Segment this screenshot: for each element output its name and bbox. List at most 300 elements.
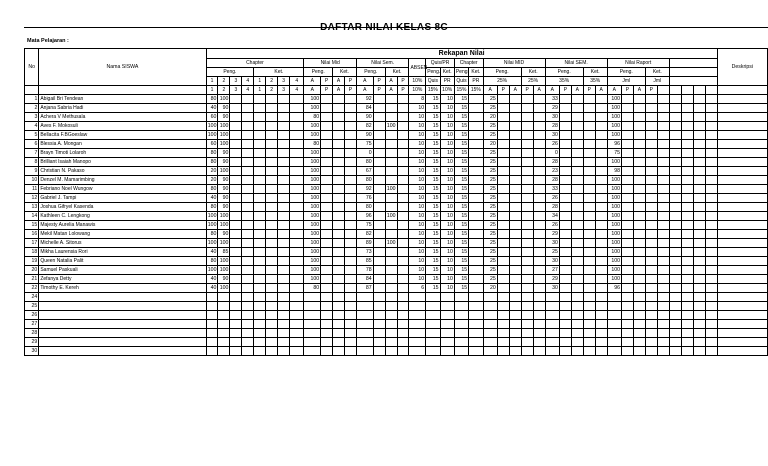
mid-empty: [333, 122, 345, 131]
raport-empty: [693, 266, 705, 275]
empty-cell: [497, 293, 509, 302]
sem-35: 28: [545, 158, 559, 167]
empty-cell: [385, 320, 397, 329]
sem-35: 30: [545, 284, 559, 293]
raport-empty: [681, 284, 693, 293]
sub-2d: 2: [266, 86, 278, 95]
chapter-1: 40: [206, 194, 218, 203]
sub-pr: PR: [440, 77, 454, 86]
mid-empty: [497, 122, 509, 131]
sem-35: 28: [545, 203, 559, 212]
mid-empty: [345, 167, 357, 176]
empty-cell: [345, 311, 357, 320]
chapter-empty: [230, 95, 242, 104]
empty-cell: [559, 347, 571, 356]
chapter-empty: [254, 113, 266, 122]
mid-empty: [509, 176, 521, 185]
chapter-empty: [469, 257, 483, 266]
chapter-pct: 15: [454, 248, 468, 257]
chapter-empty: [469, 275, 483, 284]
empty-cell: [583, 293, 595, 302]
mid-empty: [521, 104, 533, 113]
empty-cell: [545, 338, 559, 347]
absen: 10: [409, 221, 426, 230]
mid-empty: [321, 266, 333, 275]
sem-empty: [559, 95, 571, 104]
raport-empty: [633, 149, 645, 158]
chapter-empty: [242, 257, 254, 266]
chapter-pct: 15: [454, 122, 468, 131]
row-number: 18: [25, 248, 39, 257]
row-number: 30: [25, 347, 39, 356]
chapter-2: 90: [218, 275, 230, 284]
chapter-1: 80: [206, 203, 218, 212]
sub-pct35: 35%: [545, 77, 583, 86]
empty-cell: [621, 320, 633, 329]
raport-empty: [669, 113, 681, 122]
raport-empty: [705, 113, 717, 122]
empty-cell: [242, 338, 254, 347]
mid-empty: [321, 176, 333, 185]
mid-empty: [521, 266, 533, 275]
empty-cell: [426, 293, 440, 302]
empty-cell: [483, 311, 497, 320]
sem-empty: [559, 266, 571, 275]
chapter-empty: [230, 104, 242, 113]
empty-cell: [705, 293, 717, 302]
sem-empty: [397, 149, 409, 158]
empty-cell: [278, 329, 290, 338]
empty-cell: [426, 338, 440, 347]
raport: 100: [607, 203, 621, 212]
mid-empty: [333, 248, 345, 257]
chapter-empty: [242, 158, 254, 167]
sem-35: 0: [545, 149, 559, 158]
chapter-empty: [254, 95, 266, 104]
header-spacer-2: [669, 68, 717, 77]
raport-empty: [621, 104, 633, 113]
empty-cell: [266, 320, 278, 329]
chapter-empty: [278, 158, 290, 167]
empty-cell: [645, 293, 657, 302]
student-name: Bellacita F.BGoeslaw: [39, 131, 206, 140]
sem-empty: [559, 158, 571, 167]
empty-cell: [333, 347, 345, 356]
chapter-empty: [254, 275, 266, 284]
empty-cell: [669, 293, 681, 302]
raport-empty: [645, 266, 657, 275]
raport-empty: [621, 257, 633, 266]
sem-ket: [385, 158, 397, 167]
chapter-empty: [290, 194, 304, 203]
raport-empty: [681, 113, 693, 122]
mid-25: 20: [483, 113, 497, 122]
chapter-empty: [230, 140, 242, 149]
table-row: [25, 311, 768, 320]
empty-cell: [681, 329, 693, 338]
chapter-empty: [266, 266, 278, 275]
deskripsi: [717, 95, 767, 104]
empty-cell: [571, 311, 583, 320]
sem-35: 25: [545, 248, 559, 257]
sem-a: 80: [356, 203, 373, 212]
empty-cell: [218, 347, 230, 356]
empty-cell: [230, 329, 242, 338]
chapter-empty: [278, 140, 290, 149]
chapter-empty: [230, 257, 242, 266]
empty-cell: [669, 329, 681, 338]
raport-empty: [681, 275, 693, 284]
row-number: 2: [25, 104, 39, 113]
table-row: [25, 266, 768, 275]
raport-empty: [633, 95, 645, 104]
raport-empty: [705, 167, 717, 176]
sem-ket: [385, 95, 397, 104]
empty-cell: [333, 329, 345, 338]
header-nama: Nama SISWA: [39, 49, 206, 86]
chapter-pct: 15: [454, 167, 468, 176]
mid-empty: [533, 257, 545, 266]
empty-cell: [717, 329, 767, 338]
chapter-2: 100: [219, 222, 229, 228]
empty-cell: [373, 338, 385, 347]
sem-p: [373, 248, 385, 257]
empty-cell: [497, 311, 509, 320]
empty-cell: [509, 293, 521, 302]
absen: 10: [409, 176, 426, 185]
sub-3d: 3: [278, 86, 290, 95]
mid-a: 100: [304, 221, 321, 230]
chapter-empty: [242, 203, 254, 212]
sem-empty: [595, 149, 607, 158]
chapter-pct: 15: [454, 239, 468, 248]
chapter-pct: 15: [454, 95, 468, 104]
chapter-empty: [254, 284, 266, 293]
chapter-1: 100: [207, 213, 217, 219]
empty-cell: [559, 338, 571, 347]
empty-cell: [440, 311, 454, 320]
mid-empty: [509, 158, 521, 167]
chapter-empty: [230, 194, 242, 203]
header-nilai-mid: Nilai Mid: [304, 59, 357, 68]
quis: 15: [426, 167, 440, 176]
mid-a: 100: [304, 122, 321, 131]
sem-empty: [595, 221, 607, 230]
sem-35: 30: [545, 113, 559, 122]
chapter-empty: [290, 230, 304, 239]
sem-a: 89: [356, 239, 373, 248]
mid-25: 25: [483, 221, 497, 230]
sem-empty: [583, 131, 595, 140]
header-no: No: [25, 49, 39, 86]
mid-empty: [321, 257, 333, 266]
empty-cell: [39, 320, 206, 329]
empty-cell: [321, 302, 333, 311]
mid-a: 100: [304, 176, 321, 185]
student-name: Anjana Sabria Hadi: [39, 104, 206, 113]
chapter-1: 80: [206, 95, 218, 104]
chapter-empty: [230, 131, 242, 140]
raport-empty: [633, 104, 645, 113]
mid-empty: [333, 149, 345, 158]
mid-empty: [533, 104, 545, 113]
mid-empty: [321, 203, 333, 212]
mid-empty: [345, 230, 357, 239]
raport-empty: [693, 185, 705, 194]
raport-empty: [669, 176, 681, 185]
empty-cell: [426, 320, 440, 329]
chapter-2: 90: [218, 194, 230, 203]
sub-1d: 1: [254, 86, 266, 95]
chapter-empty: [254, 167, 266, 176]
chapter-empty: [254, 257, 266, 266]
quis: 15: [426, 104, 440, 113]
empty-cell: [717, 347, 767, 356]
raport-empty: [669, 230, 681, 239]
mid-a: 100: [304, 104, 321, 113]
sem-empty: [595, 203, 607, 212]
empty-cell: [571, 293, 583, 302]
sem-empty: [595, 167, 607, 176]
mid-empty: [497, 257, 509, 266]
mid-25: 25: [483, 266, 497, 275]
mid-a: 80: [304, 284, 321, 293]
empty-cell: [254, 338, 266, 347]
empty-cell: [705, 320, 717, 329]
empty-cell: [440, 338, 454, 347]
empty-cell: [497, 347, 509, 356]
sub-a: A: [571, 86, 583, 95]
sem-ket: [385, 275, 397, 284]
mid-empty: [333, 104, 345, 113]
deskripsi: [717, 131, 767, 140]
mid-empty: [497, 221, 509, 230]
mid-empty: [333, 266, 345, 275]
chapter-empty: [469, 113, 483, 122]
raport-empty: [657, 158, 669, 167]
chapter-empty: [290, 239, 304, 248]
row-number: 7: [25, 149, 39, 158]
empty-cell: [385, 338, 397, 347]
mid-empty: [345, 239, 357, 248]
empty-cell: [440, 347, 454, 356]
raport: 100: [607, 230, 621, 239]
empty-cell: [583, 338, 595, 347]
chapter-empty: [290, 158, 304, 167]
table-row: [25, 203, 768, 212]
sub-jml: Jml: [607, 77, 645, 86]
empty-cell: [469, 311, 483, 320]
raport-empty: [621, 167, 633, 176]
sem-empty: [559, 230, 571, 239]
raport-empty: [657, 131, 669, 140]
raport-empty: [657, 149, 669, 158]
mid-empty: [509, 149, 521, 158]
chapter-empty: [278, 176, 290, 185]
mid-empty: [333, 194, 345, 203]
empty-cell: [373, 311, 385, 320]
mid-empty: [533, 95, 545, 104]
empty-cell: [469, 347, 483, 356]
chapter-empty: [266, 230, 278, 239]
sem-a: 85: [356, 257, 373, 266]
mid-empty: [533, 248, 545, 257]
sem-empty: [583, 221, 595, 230]
sem-empty: [571, 104, 583, 113]
header-mid2-peng: Peng.: [483, 68, 521, 77]
sem-empty: [559, 104, 571, 113]
empty-cell: [266, 293, 278, 302]
table-row: [25, 185, 768, 194]
quis: 15: [426, 284, 440, 293]
chapter-empty: [278, 167, 290, 176]
empty-cell: [469, 338, 483, 347]
empty-cell: [278, 302, 290, 311]
table-row: [25, 140, 768, 149]
sem-empty: [595, 248, 607, 257]
deskripsi: [717, 104, 767, 113]
raport-empty: [669, 104, 681, 113]
empty-cell: [595, 338, 607, 347]
raport-empty: [645, 104, 657, 113]
empty-cell: [397, 302, 409, 311]
raport-empty: [705, 122, 717, 131]
sem-35: 26: [545, 194, 559, 203]
chapter-empty: [278, 230, 290, 239]
empty-cell: [304, 338, 321, 347]
mid-25: 25: [483, 176, 497, 185]
chapter-empty: [254, 266, 266, 275]
raport: 100: [607, 185, 621, 194]
student-name: Queen Natalia Palit: [39, 257, 206, 266]
row-number: 29: [25, 338, 39, 347]
header-spacer: [669, 59, 717, 68]
sem-p: [373, 203, 385, 212]
row-number: 27: [25, 320, 39, 329]
header-mid-peng: Peng.: [304, 68, 333, 77]
mid-25: 25: [483, 185, 497, 194]
table-row: [25, 149, 768, 158]
sem-empty: [583, 158, 595, 167]
raport-empty: [621, 248, 633, 257]
empty-cell: [583, 347, 595, 356]
chapter-empty: [230, 284, 242, 293]
sem-empty: [397, 167, 409, 176]
empty-cell: [633, 338, 645, 347]
header-rekapan: Rekapan Nilai: [206, 49, 717, 59]
table-row: [25, 221, 768, 230]
header-chapter-ket: Ket.: [254, 68, 304, 77]
chapter-empty: [290, 257, 304, 266]
table-row: [25, 167, 768, 176]
empty-cell: [681, 311, 693, 320]
sub-pct10: 10%: [409, 86, 426, 95]
chapter-empty: [266, 140, 278, 149]
raport-empty: [621, 212, 633, 221]
empty-cell: [426, 302, 440, 311]
row-number: 12: [25, 194, 39, 203]
chapter-1: 60: [206, 113, 218, 122]
chapter-2: 90: [218, 203, 230, 212]
empty-cell: [521, 311, 533, 320]
table-row: [25, 122, 768, 131]
sem-empty: [571, 257, 583, 266]
chapter-empty: [278, 257, 290, 266]
chapter-2: 100: [219, 168, 229, 174]
chapter-empty: [469, 185, 483, 194]
sem-p: [373, 257, 385, 266]
sem-p: [373, 194, 385, 203]
raport-empty: [693, 239, 705, 248]
raport-empty: [633, 113, 645, 122]
sem-35: 29: [545, 104, 559, 113]
raport-empty: [705, 212, 717, 221]
chapter-pct: 15: [454, 203, 468, 212]
sem-empty: [583, 239, 595, 248]
mid-empty: [333, 185, 345, 194]
raport-empty: [645, 257, 657, 266]
empty-cell: [409, 320, 426, 329]
empty-cell: [242, 347, 254, 356]
deskripsi: [717, 149, 767, 158]
mid-empty: [497, 194, 509, 203]
sem-empty: [397, 113, 409, 122]
mid-empty: [533, 140, 545, 149]
sub-spacer: [669, 77, 717, 86]
empty-cell: [521, 347, 533, 356]
sem-empty: [397, 248, 409, 257]
mid-empty: [321, 140, 333, 149]
empty-cell: [345, 293, 357, 302]
raport-empty: [693, 158, 705, 167]
raport-empty: [633, 140, 645, 149]
sem-empty: [595, 230, 607, 239]
empty-cell: [509, 302, 521, 311]
mid-empty: [509, 266, 521, 275]
empty-cell: [633, 329, 645, 338]
table-row: [25, 293, 768, 302]
chapter-pct: 15: [454, 266, 468, 275]
mid-empty: [333, 167, 345, 176]
mid-empty: [345, 122, 357, 131]
mid-empty: [533, 239, 545, 248]
raport: 100: [607, 266, 621, 275]
deskripsi: [717, 239, 767, 248]
mid-empty: [533, 266, 545, 275]
mid-empty: [321, 239, 333, 248]
sem-ket: [385, 257, 397, 266]
empty-cell: [693, 347, 705, 356]
chapter-2: 90: [218, 176, 230, 185]
mid-empty: [345, 203, 357, 212]
quis: 15: [426, 203, 440, 212]
pr: 10: [440, 113, 454, 122]
empty-cell: [230, 338, 242, 347]
empty-cell: [230, 293, 242, 302]
sem-a: 73: [356, 248, 373, 257]
sem-empty: [571, 194, 583, 203]
mid-empty: [521, 185, 533, 194]
empty-cell: [645, 311, 657, 320]
sub-p: P: [345, 77, 357, 86]
mid-a: 100: [304, 248, 321, 257]
table-row: [25, 302, 768, 311]
chapter-empty: [290, 176, 304, 185]
sem-empty: [583, 212, 595, 221]
mid-empty: [333, 284, 345, 293]
sem-ket: [385, 203, 397, 212]
raport-empty: [705, 194, 717, 203]
